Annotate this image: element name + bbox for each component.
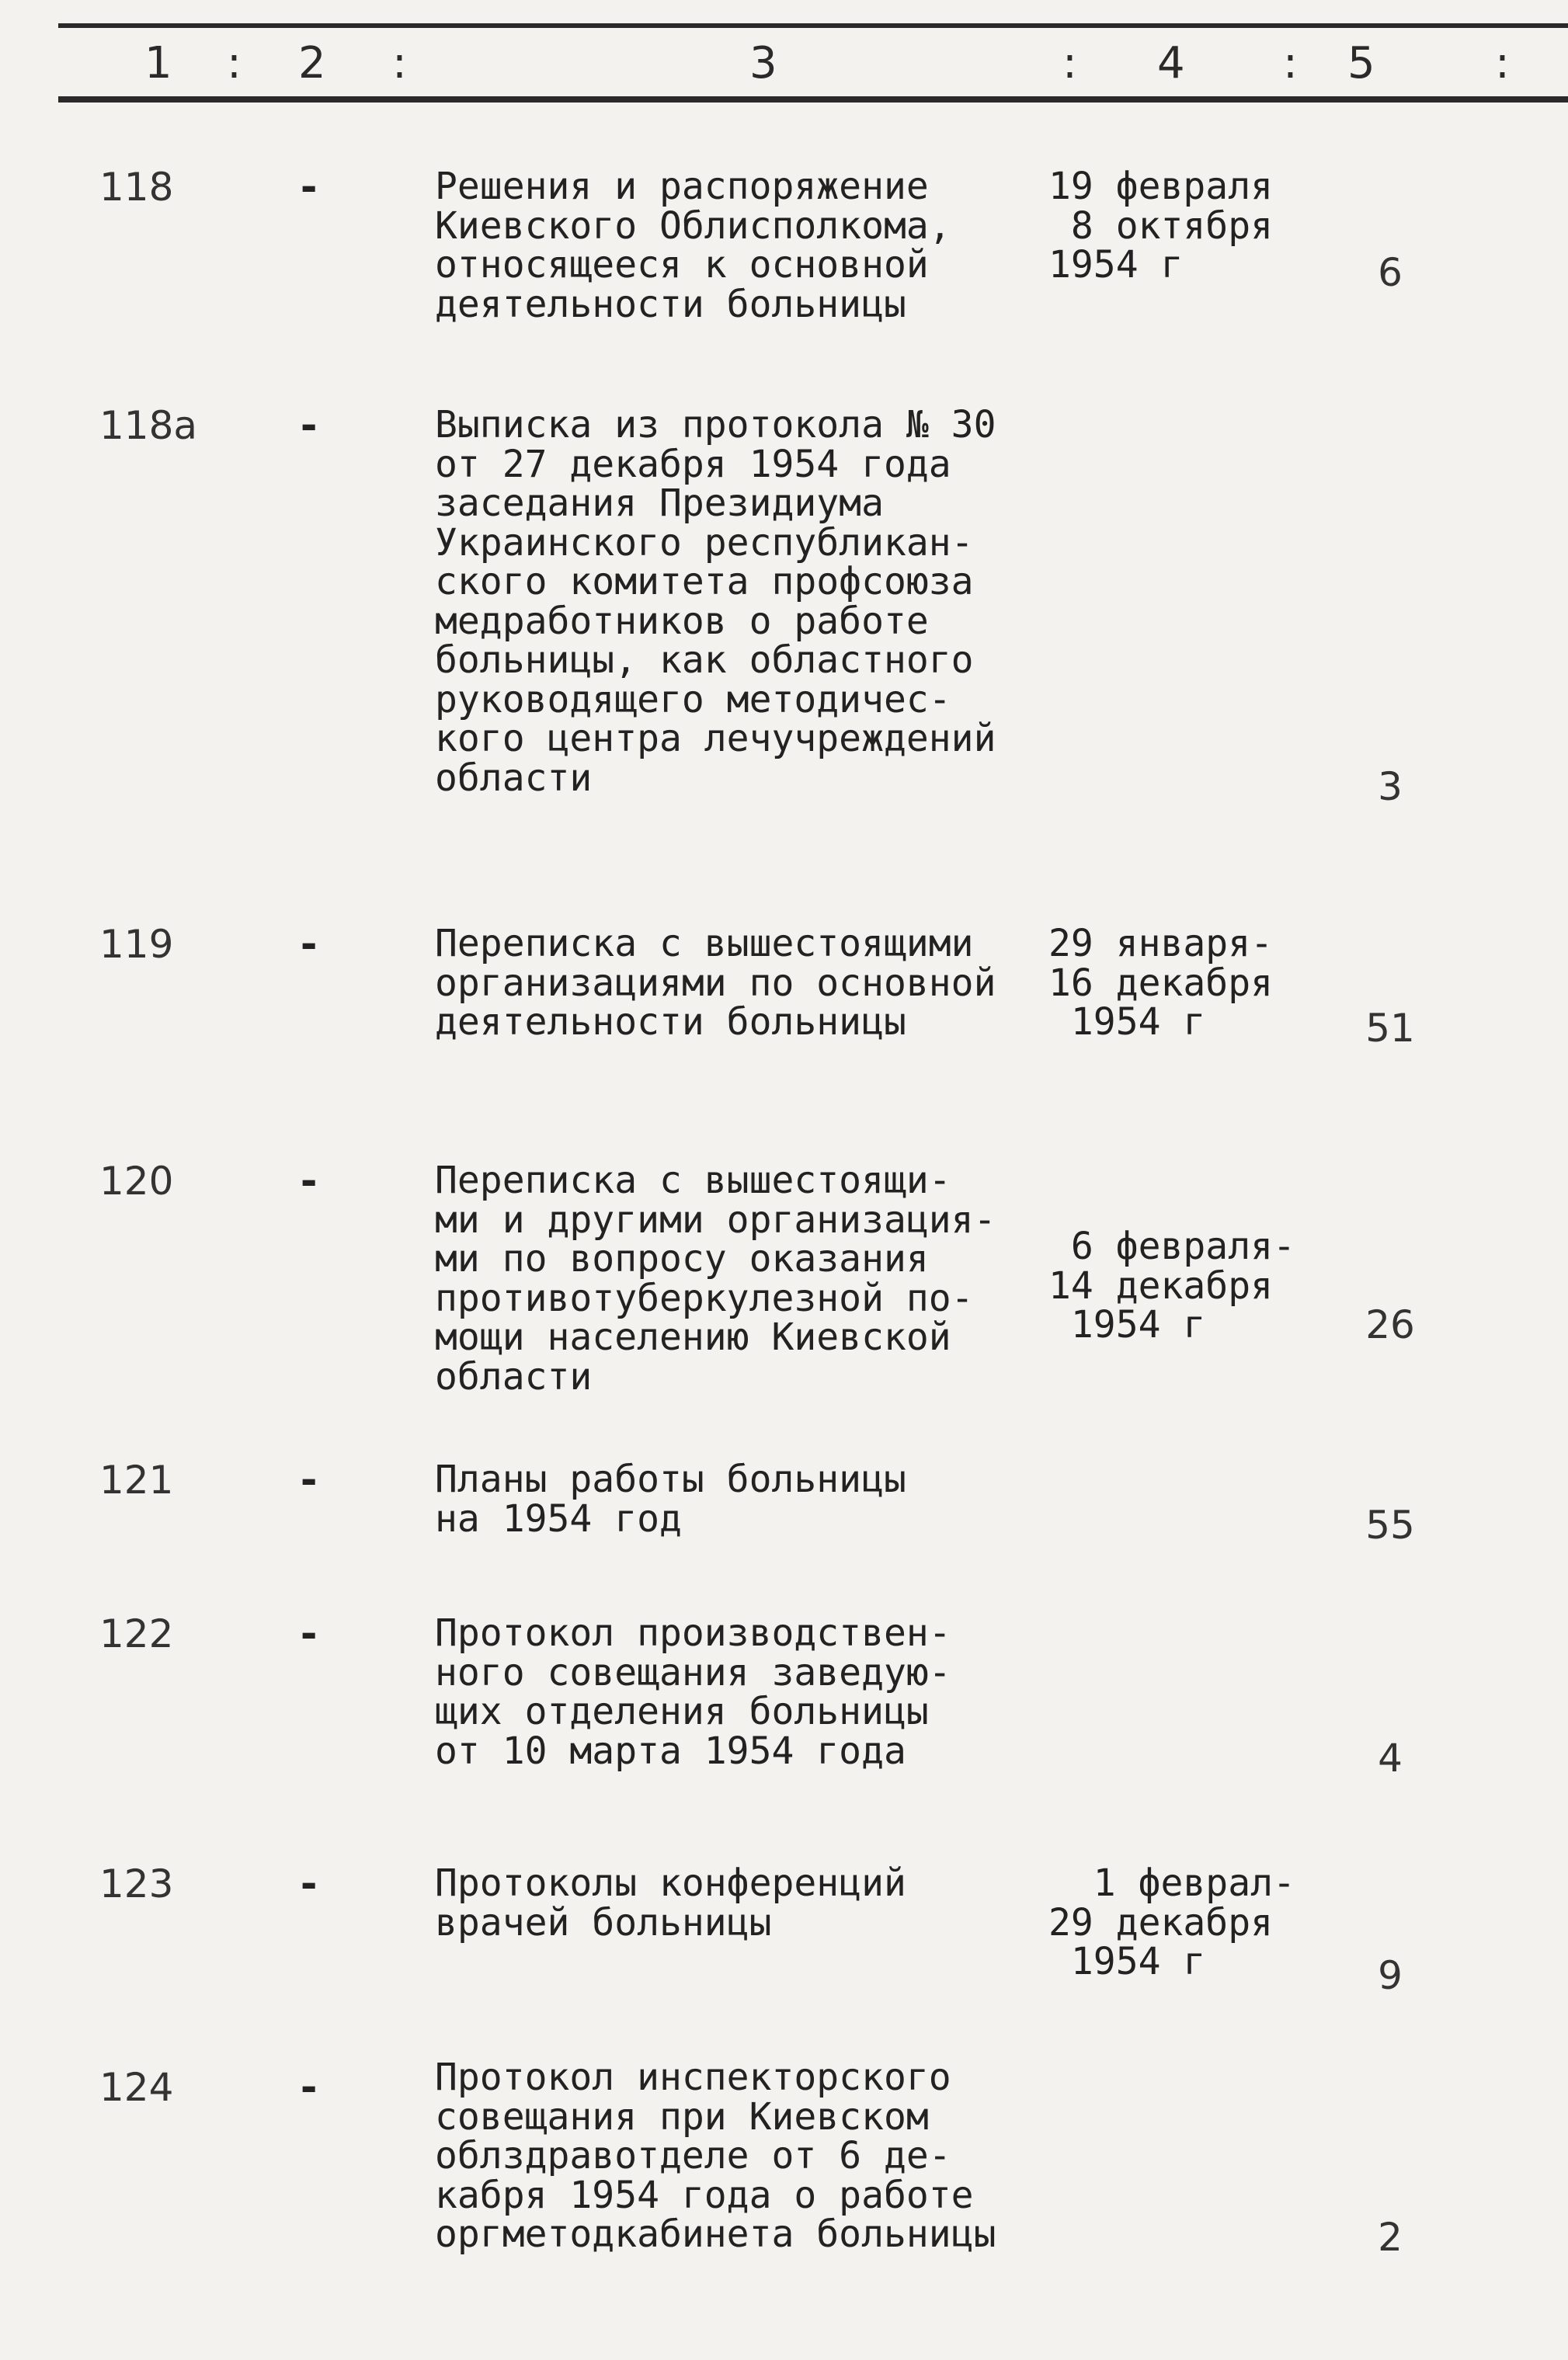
header-col-2: 2 (298, 38, 326, 89)
header-col-1: 1 (144, 38, 172, 89)
col2-dash: - (297, 1158, 322, 1204)
col2-dash: - (297, 1457, 322, 1503)
sheet-count: 3 (1378, 764, 1403, 809)
header-rule-top (58, 23, 1568, 28)
file-dates: 19 февраля 8 октября 1954 г (1048, 165, 1273, 287)
col2-dash: - (297, 1861, 322, 1907)
header-col-4: 4 (1157, 38, 1185, 89)
col2-dash: - (297, 402, 322, 449)
col2-dash: - (297, 2064, 322, 2111)
header-col-3: 3 (749, 38, 777, 89)
file-number: 118а (99, 403, 198, 448)
col2-dash: - (297, 164, 322, 210)
file-title: Протокол производствен- ного совещания заведую- щих отделения больницы от 10 марта 1954 года (435, 1611, 951, 1773)
sheet-count: 6 (1378, 250, 1403, 295)
col2-dash: - (297, 1611, 322, 1657)
file-title: Решения и распоряжение Киевского Облисполкома, относящееся к основной деятельности больницы (435, 165, 951, 326)
header-sep-1: : (227, 38, 242, 89)
file-title: Выписка из протокола № 30 от 27 декабря 1954 года заседания Президиума Украинского республикан- ского комитета профсоюза медработников о работе больницы, как областного руководящего методичес- кого центра лечучреждений области (435, 403, 996, 800)
header-rule-bottom (58, 96, 1568, 103)
header-sep-5: : (1495, 38, 1510, 89)
sheet-count: 9 (1378, 1953, 1403, 1998)
file-number: 121 (99, 1458, 174, 1503)
file-number: 118 (99, 165, 174, 210)
file-title: Переписка с вышестоящими организациями по основной деятельности больницы (435, 922, 996, 1044)
file-number: 120 (99, 1159, 174, 1204)
file-number: 122 (99, 1611, 174, 1656)
file-title: Переписка с вышестоящи- ми и другими организация- ми по вопросу оказания противотуберкулезной по- мощи населению Киевской области (435, 1159, 996, 1399)
header-sep-2: : (392, 38, 407, 89)
sheet-count: 2 (1378, 2215, 1403, 2260)
file-number: 123 (99, 1861, 174, 1906)
sheet-count: 4 (1378, 1736, 1403, 1781)
header-sep-4: : (1283, 38, 1298, 89)
file-title: Протоколы конференций врачей больницы (435, 1861, 906, 1945)
file-title: Протокол инспекторского совещания при Киевском облздравотделе от 6 де- кабря 1954 года о работе оргметодкабинета больницы (435, 2056, 996, 2256)
file-dates: 6 февраля- 14 декабря 1954 г (1048, 1225, 1295, 1347)
sheet-count: 51 (1365, 1006, 1415, 1051)
col2-dash: - (297, 921, 322, 968)
header-col-5: 5 (1347, 38, 1375, 89)
file-title: Планы работы больницы на 1954 год (435, 1458, 906, 1541)
file-number: 124 (99, 2065, 174, 2110)
file-dates: 29 января- 16 декабря 1954 г (1048, 922, 1273, 1044)
sheet-count: 26 (1365, 1302, 1415, 1347)
sheet-count: 55 (1365, 1503, 1415, 1548)
header-sep-3: : (1062, 38, 1077, 89)
file-number: 119 (99, 922, 174, 967)
file-dates: 1 феврал- 29 декабря 1954 г (1048, 1861, 1295, 1983)
